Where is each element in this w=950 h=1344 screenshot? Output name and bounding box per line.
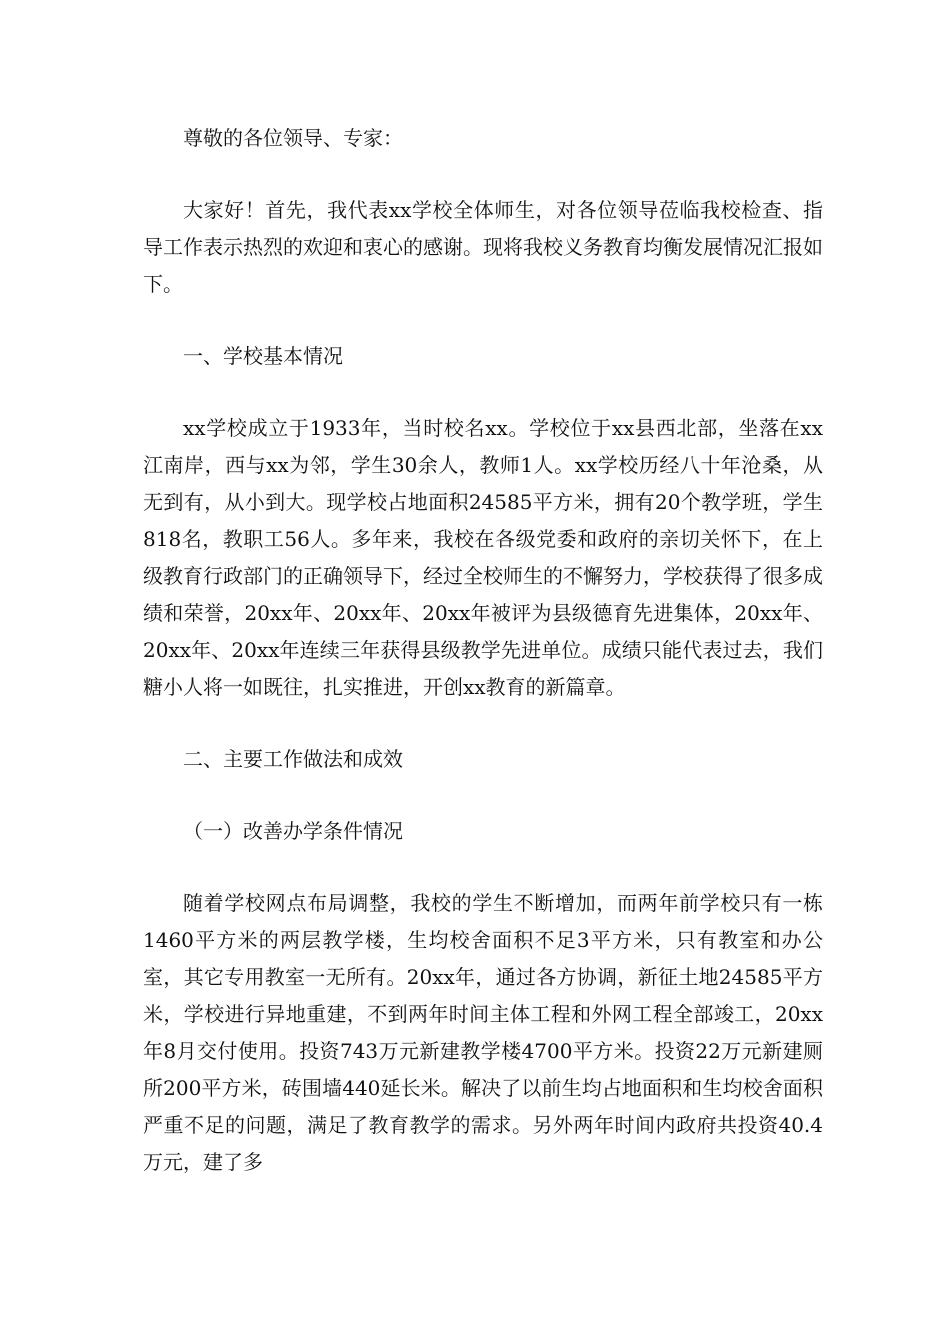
intro-paragraph: 大家好！首先，我代表xx学校全体师生，对各位领导莅临我校检查、指导工作表示热烈的欢迎和衷心的感谢。现将我校义务教育均衡发展情况汇报如下。 [143, 198, 823, 296]
section-1-paragraph: xx学校成立于1933年，当时校名xx。学校位于xx县西北部，坐落在xx江南岸，西与xx为邻，学生30余人，教师1人。xx学校历经八十年沧桑，从无到有，从小到大。现学校占地面积24585平方米，拥有20个教学班，学生818名，教职工56人。多年来，我校在各级党委和政府的亲切关怀下，在上级教育行政部门的正确领导下，经过全校师生的不懈努力，学校获得了很多成绩和荣誉，20xx年、20xx年、20xx年被评为县级德育先进集体，20xx年、20xx年、20xx年连续三年获得县级教学先进单位。成绩只能代表过去，我们糖小人将一如既往，扎实推进，开创xx教育的新篇章。 [143, 416, 823, 699]
section-1-heading: 一、学校基本情况 [183, 344, 343, 368]
section-2-heading: 二、主要工作做法和成效 [183, 747, 403, 771]
greeting: 尊敬的各位领导、专家： [183, 126, 403, 150]
subsection-1-paragraph: 随着学校网点布局调整，我校的学生不断增加，而两年前学校只有一栋1460平方米的两层教学楼，生均校舍面积不足3平方米，只有教室和办公室，其它专用教室一无所有。20xx年，通过各方协调，新征土地24585平方米，学校进行异地重建，不到两年时间主体工程和外网工程全部竣工，20xx年8月交付使用。投资743万元新建教学楼4700平方米。投资22万元新建厕所200平方米，砖围墙440延长米。解决了以前生均占地面积和生均校舍面积严重不足的问题，满足了教育教学的需求。另外两年时间内政府共投资40.4万元，建了多 [143, 891, 823, 1174]
subsection-1-heading: （一）改善办学条件情况 [183, 819, 403, 843]
document-body [143, 120, 823, 1181]
